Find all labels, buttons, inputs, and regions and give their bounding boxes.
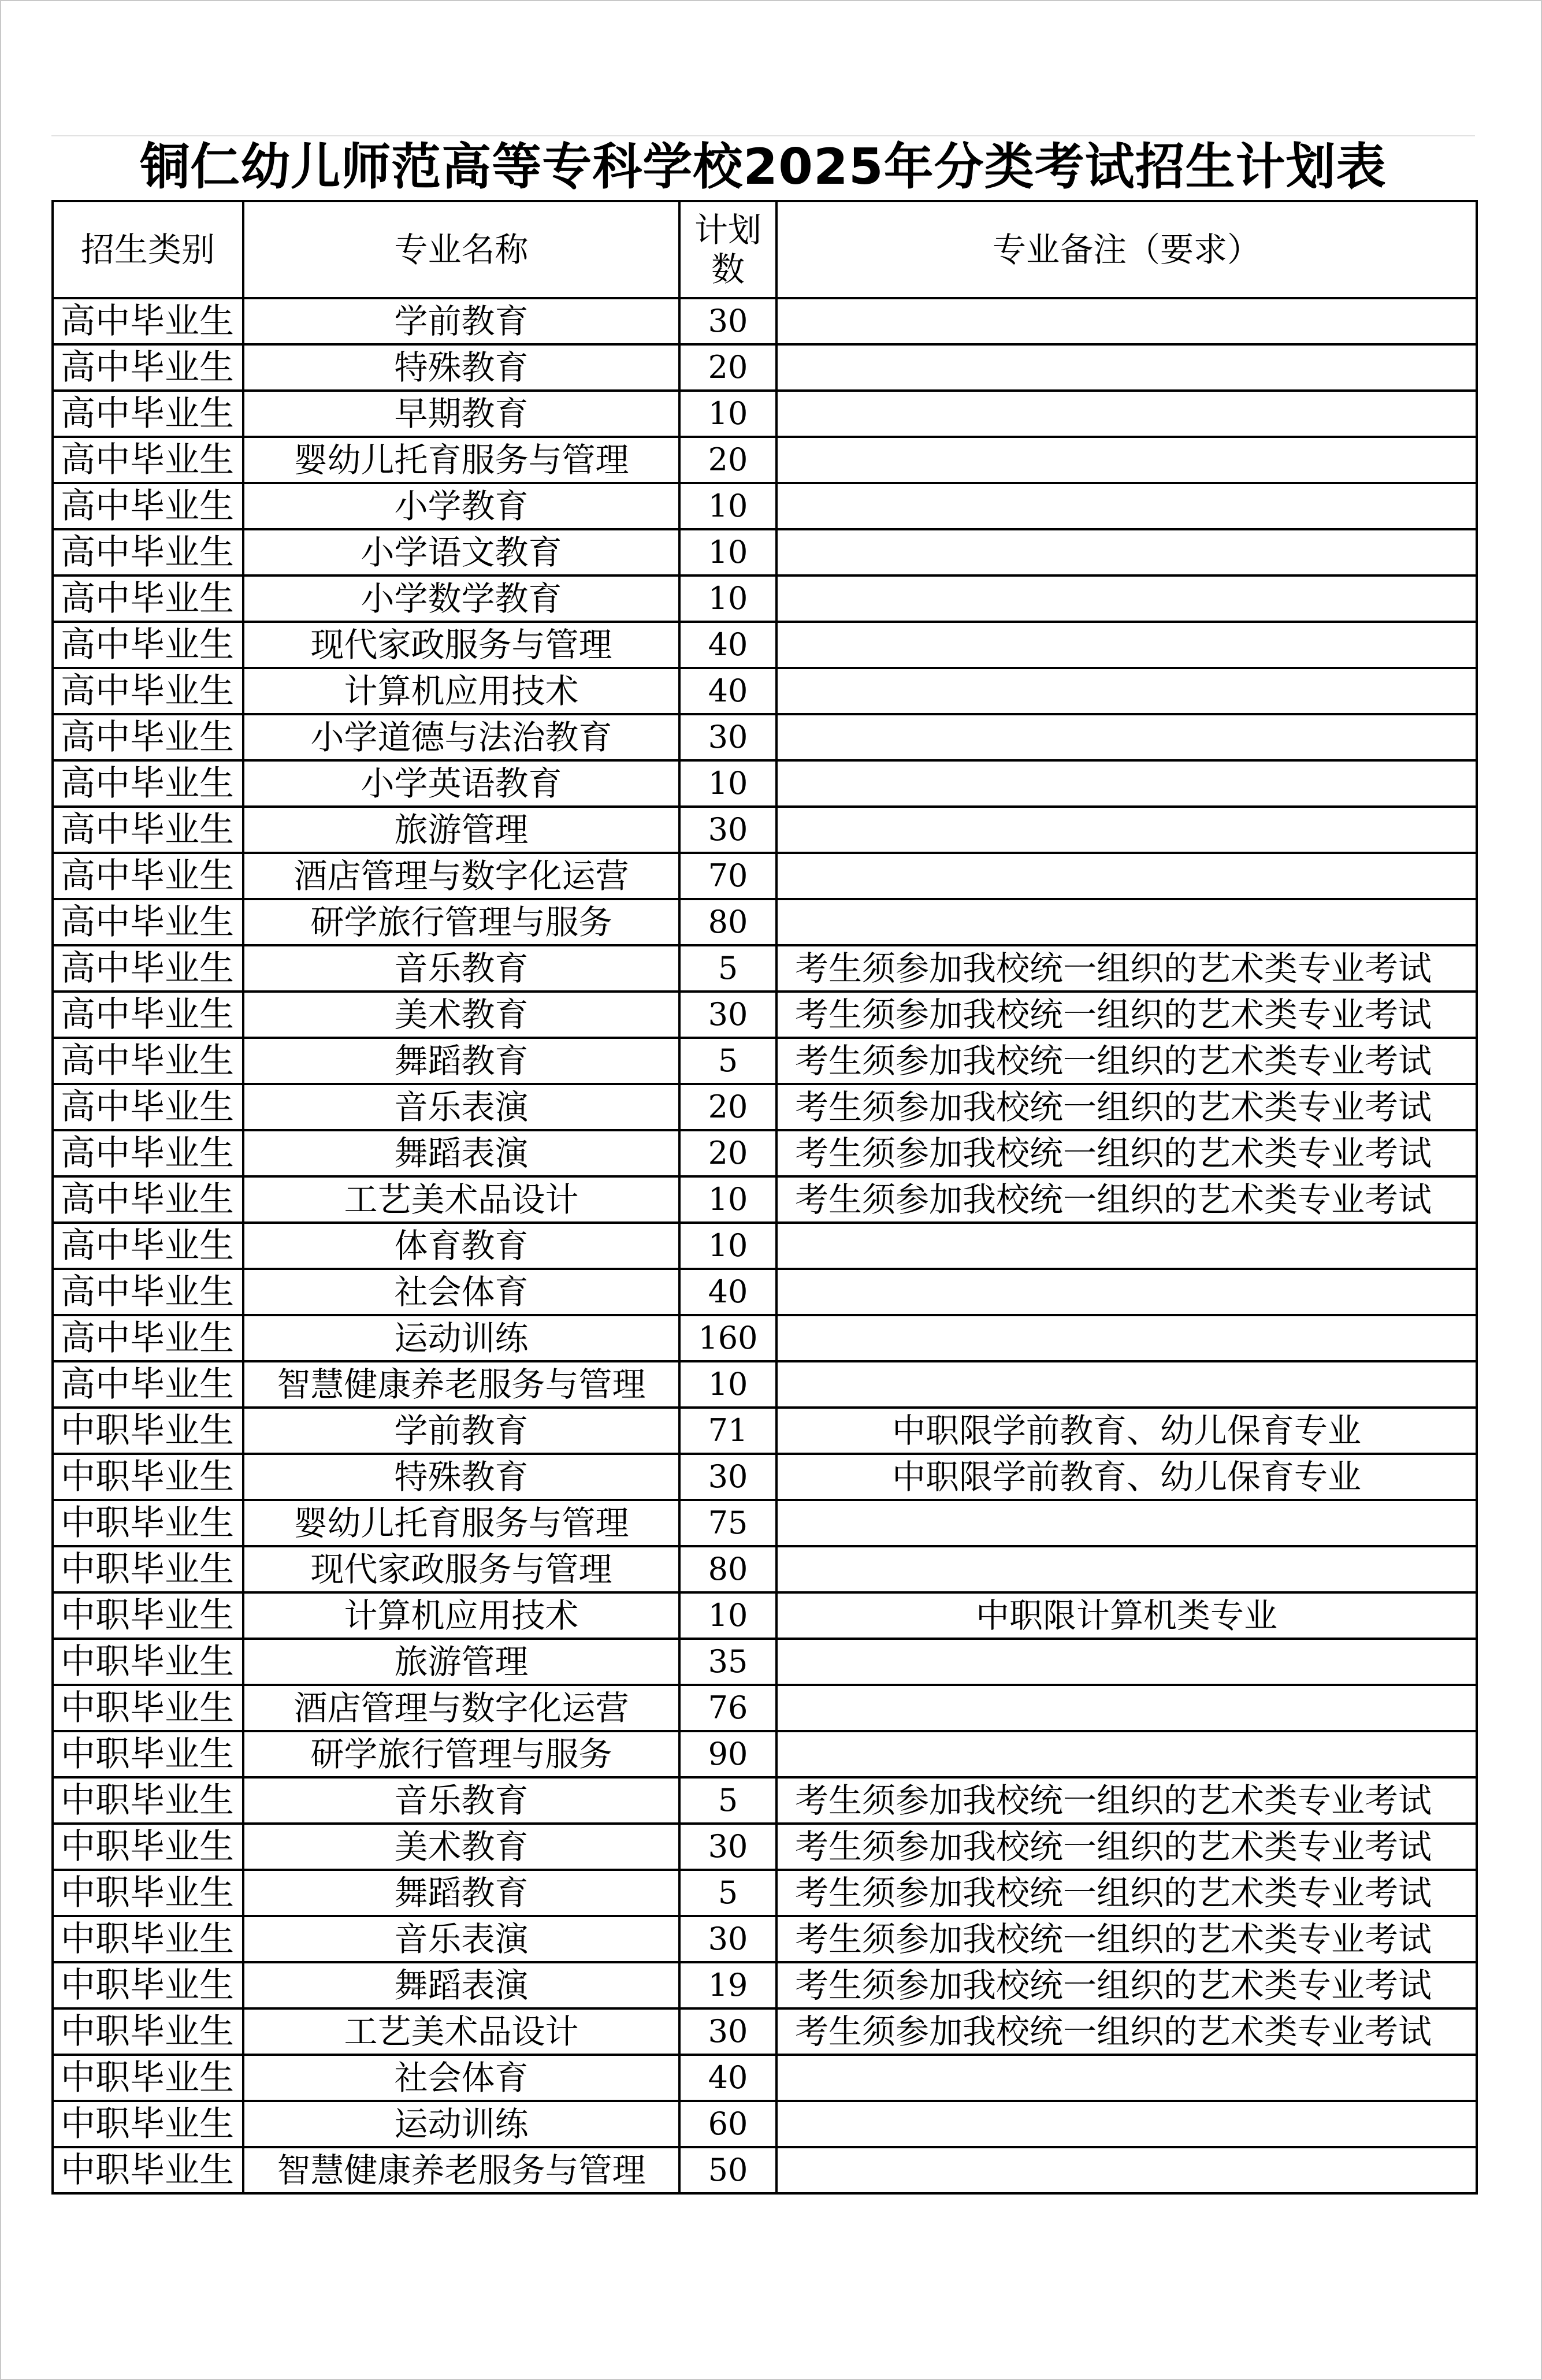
row-major-cell: 音乐教育 bbox=[243, 945, 679, 992]
row-plan-cell: 70 bbox=[679, 853, 776, 899]
row-note-cell bbox=[776, 1500, 1477, 1546]
table-row bbox=[53, 1223, 1477, 1269]
row-plan-cell: 10 bbox=[679, 529, 776, 575]
row-note-cell bbox=[776, 2055, 1477, 2101]
row-category-cell: 中职毕业生 bbox=[53, 1454, 243, 1500]
row-category-cell: 高中毕业生 bbox=[53, 1223, 243, 1269]
table-row bbox=[53, 575, 1477, 622]
row-note-cell: 考生须参加我校统一组织的艺术类专业考试 bbox=[776, 1777, 1477, 1824]
row-note-cell bbox=[776, 1269, 1477, 1315]
row-category-cell: 高中毕业生 bbox=[53, 575, 243, 622]
row-category-cell: 高中毕业生 bbox=[53, 992, 243, 1038]
row-major-cell: 特殊教育 bbox=[243, 344, 679, 391]
row-major-cell: 工艺美术品设计 bbox=[243, 1176, 679, 1223]
row-note-cell bbox=[776, 899, 1477, 945]
row-plan-cell: 10 bbox=[679, 391, 776, 437]
row-note-cell bbox=[776, 575, 1477, 622]
row-category-cell: 高中毕业生 bbox=[53, 622, 243, 668]
row-note-cell bbox=[776, 298, 1477, 344]
row-major-cell: 早期教育 bbox=[243, 391, 679, 437]
table-row bbox=[53, 2101, 1477, 2147]
row-category-cell: 高中毕业生 bbox=[53, 298, 243, 344]
table-row bbox=[53, 1592, 1477, 1639]
row-note-cell bbox=[776, 2147, 1477, 2193]
row-plan-cell: 30 bbox=[679, 1824, 776, 1870]
row-plan-cell: 90 bbox=[679, 1731, 776, 1777]
row-plan-cell: 5 bbox=[679, 1870, 776, 1916]
row-category-cell: 中职毕业生 bbox=[53, 1962, 243, 2008]
row-category-cell: 中职毕业生 bbox=[53, 2008, 243, 2055]
table-row bbox=[53, 1084, 1477, 1130]
row-plan-cell: 30 bbox=[679, 2008, 776, 2055]
row-major-cell: 音乐表演 bbox=[243, 1084, 679, 1130]
table-row bbox=[53, 899, 1477, 945]
table-row bbox=[53, 344, 1477, 391]
row-note-cell: 考生须参加我校统一组织的艺术类专业考试 bbox=[776, 1084, 1477, 1130]
row-major-cell: 研学旅行管理与服务 bbox=[243, 899, 679, 945]
row-plan-cell: 76 bbox=[679, 1685, 776, 1731]
row-major-cell: 酒店管理与数字化运营 bbox=[243, 1685, 679, 1731]
row-category-cell: 中职毕业生 bbox=[53, 1870, 243, 1916]
row-plan-cell: 20 bbox=[679, 1130, 776, 1176]
row-note-cell bbox=[776, 1223, 1477, 1269]
row-category-cell: 高中毕业生 bbox=[53, 437, 243, 483]
row-major-cell: 运动训练 bbox=[243, 2101, 679, 2147]
table-row bbox=[53, 1870, 1477, 1916]
row-major-cell: 小学教育 bbox=[243, 483, 679, 529]
row-note-cell bbox=[776, 714, 1477, 760]
row-plan-cell: 20 bbox=[679, 1084, 776, 1130]
row-category-cell: 中职毕业生 bbox=[53, 1546, 243, 1592]
table-row bbox=[53, 668, 1477, 714]
row-category-cell: 高中毕业生 bbox=[53, 807, 243, 853]
table-row bbox=[53, 391, 1477, 437]
row-note-cell bbox=[776, 1639, 1477, 1685]
row-category-cell: 高中毕业生 bbox=[53, 1315, 243, 1361]
table-row bbox=[53, 992, 1477, 1038]
row-major-cell: 现代家政服务与管理 bbox=[243, 622, 679, 668]
row-note-cell: 中职限计算机类专业 bbox=[776, 1592, 1477, 1639]
row-note-cell bbox=[776, 529, 1477, 575]
row-note-cell: 考生须参加我校统一组织的艺术类专业考试 bbox=[776, 1038, 1477, 1084]
row-category-cell: 中职毕业生 bbox=[53, 1916, 243, 1962]
row-note-cell bbox=[776, 807, 1477, 853]
row-category-cell: 中职毕业生 bbox=[53, 1685, 243, 1731]
row-plan-cell: 30 bbox=[679, 714, 776, 760]
row-category-cell: 中职毕业生 bbox=[53, 1500, 243, 1546]
row-major-cell: 计算机应用技术 bbox=[243, 1592, 679, 1639]
row-plan-cell: 10 bbox=[679, 1176, 776, 1223]
row-note-cell: 考生须参加我校统一组织的艺术类专业考试 bbox=[776, 1824, 1477, 1870]
row-plan-cell: 10 bbox=[679, 1592, 776, 1639]
table-row bbox=[53, 2008, 1477, 2055]
row-plan-cell: 10 bbox=[679, 760, 776, 807]
table-row bbox=[53, 437, 1477, 483]
table-row bbox=[53, 1130, 1477, 1176]
row-category-cell: 中职毕业生 bbox=[53, 2147, 243, 2193]
row-major-cell: 音乐表演 bbox=[243, 1916, 679, 1962]
row-category-cell: 高中毕业生 bbox=[53, 714, 243, 760]
row-major-cell: 舞蹈教育 bbox=[243, 1038, 679, 1084]
row-note-cell bbox=[776, 391, 1477, 437]
row-major-cell: 研学旅行管理与服务 bbox=[243, 1731, 679, 1777]
row-category-cell: 中职毕业生 bbox=[53, 1592, 243, 1639]
row-category-cell: 高中毕业生 bbox=[53, 1176, 243, 1223]
table-row bbox=[53, 1454, 1477, 1500]
header-plan bbox=[679, 201, 776, 298]
table-row bbox=[53, 2147, 1477, 2193]
row-plan-cell: 40 bbox=[679, 668, 776, 714]
table-row bbox=[53, 1500, 1477, 1546]
row-major-cell: 运动训练 bbox=[243, 1315, 679, 1361]
row-plan-cell: 20 bbox=[679, 437, 776, 483]
table-row bbox=[53, 853, 1477, 899]
row-category-cell: 高中毕业生 bbox=[53, 853, 243, 899]
row-category-cell: 高中毕业生 bbox=[53, 668, 243, 714]
row-major-cell: 美术教育 bbox=[243, 992, 679, 1038]
table-row bbox=[53, 1731, 1477, 1777]
table-row bbox=[53, 1269, 1477, 1315]
row-major-cell: 婴幼儿托育服务与管理 bbox=[243, 437, 679, 483]
page-title: 铜仁幼儿师范高等专科学校2025年分类考试招生计划表 bbox=[140, 138, 1387, 196]
row-plan-cell: 30 bbox=[679, 298, 776, 344]
row-category-cell: 高中毕业生 bbox=[53, 1084, 243, 1130]
table-row bbox=[53, 760, 1477, 807]
enrollment-plan-table bbox=[51, 200, 1478, 2195]
row-major-cell: 特殊教育 bbox=[243, 1454, 679, 1500]
row-note-cell bbox=[776, 1315, 1477, 1361]
row-category-cell: 高中毕业生 bbox=[53, 1269, 243, 1315]
table-row bbox=[53, 1315, 1477, 1361]
row-note-cell bbox=[776, 1546, 1477, 1592]
row-note-cell: 考生须参加我校统一组织的艺术类专业考试 bbox=[776, 1962, 1477, 2008]
row-major-cell: 婴幼儿托育服务与管理 bbox=[243, 1500, 679, 1546]
row-major-cell: 小学数学教育 bbox=[243, 575, 679, 622]
row-plan-cell: 30 bbox=[679, 807, 776, 853]
row-category-cell: 中职毕业生 bbox=[53, 1731, 243, 1777]
table-row bbox=[53, 714, 1477, 760]
row-major-cell: 社会体育 bbox=[243, 2055, 679, 2101]
row-category-cell: 高中毕业生 bbox=[53, 899, 243, 945]
table-header-row bbox=[53, 201, 1477, 298]
row-plan-cell: 80 bbox=[679, 899, 776, 945]
row-category-cell: 高中毕业生 bbox=[53, 1038, 243, 1084]
row-plan-cell: 5 bbox=[679, 1038, 776, 1084]
row-note-cell: 中职限学前教育、幼儿保育专业 bbox=[776, 1454, 1477, 1500]
row-major-cell: 现代家政服务与管理 bbox=[243, 1546, 679, 1592]
row-major-cell: 体育教育 bbox=[243, 1223, 679, 1269]
row-category-cell: 高中毕业生 bbox=[53, 391, 243, 437]
header-plan-line1: 计划 bbox=[694, 210, 761, 250]
row-note-cell bbox=[776, 760, 1477, 807]
row-major-cell: 旅游管理 bbox=[243, 1639, 679, 1685]
row-note-cell bbox=[776, 344, 1477, 391]
row-major-cell: 智慧健康养老服务与管理 bbox=[243, 2147, 679, 2193]
row-category-cell: 中职毕业生 bbox=[53, 2101, 243, 2147]
row-note-cell: 考生须参加我校统一组织的艺术类专业考试 bbox=[776, 1176, 1477, 1223]
row-plan-cell: 30 bbox=[679, 1916, 776, 1962]
row-major-cell: 小学英语教育 bbox=[243, 760, 679, 807]
row-category-cell: 高中毕业生 bbox=[53, 1361, 243, 1408]
row-note-cell: 考生须参加我校统一组织的艺术类专业考试 bbox=[776, 945, 1477, 992]
row-plan-cell: 10 bbox=[679, 1361, 776, 1408]
row-note-cell bbox=[776, 668, 1477, 714]
row-category-cell: 高中毕业生 bbox=[53, 344, 243, 391]
row-plan-cell: 10 bbox=[679, 1223, 776, 1269]
row-major-cell: 美术教育 bbox=[243, 1824, 679, 1870]
row-major-cell: 计算机应用技术 bbox=[243, 668, 679, 714]
table-row bbox=[53, 1038, 1477, 1084]
row-plan-cell: 5 bbox=[679, 945, 776, 992]
row-plan-cell: 80 bbox=[679, 1546, 776, 1592]
row-category-cell: 高中毕业生 bbox=[53, 945, 243, 992]
table-row bbox=[53, 1685, 1477, 1731]
row-note-cell: 中职限学前教育、幼儿保育专业 bbox=[776, 1408, 1477, 1454]
table-row bbox=[53, 1361, 1477, 1408]
row-plan-cell: 75 bbox=[679, 1500, 776, 1546]
table-row bbox=[53, 1777, 1477, 1824]
row-note-cell bbox=[776, 483, 1477, 529]
row-plan-cell: 5 bbox=[679, 1777, 776, 1824]
row-note-cell: 考生须参加我校统一组织的艺术类专业考试 bbox=[776, 2008, 1477, 2055]
header-category: 招生类别 bbox=[53, 201, 243, 298]
row-category-cell: 高中毕业生 bbox=[53, 1130, 243, 1176]
row-plan-cell: 30 bbox=[679, 1454, 776, 1500]
table-row bbox=[53, 1824, 1477, 1870]
row-major-cell: 学前教育 bbox=[243, 1408, 679, 1454]
table-body bbox=[53, 298, 1477, 2193]
row-note-cell bbox=[776, 437, 1477, 483]
row-category-cell: 高中毕业生 bbox=[53, 529, 243, 575]
row-major-cell: 舞蹈表演 bbox=[243, 1962, 679, 2008]
table-row bbox=[53, 1176, 1477, 1223]
table-row bbox=[53, 529, 1477, 575]
row-plan-cell: 40 bbox=[679, 2055, 776, 2101]
table-row bbox=[53, 2055, 1477, 2101]
row-major-cell: 学前教育 bbox=[243, 298, 679, 344]
row-plan-cell: 30 bbox=[679, 992, 776, 1038]
row-major-cell: 智慧健康养老服务与管理 bbox=[243, 1361, 679, 1408]
table-row bbox=[53, 1546, 1477, 1592]
table-row bbox=[53, 1639, 1477, 1685]
row-major-cell: 社会体育 bbox=[243, 1269, 679, 1315]
row-plan-cell: 50 bbox=[679, 2147, 776, 2193]
table-row bbox=[53, 1962, 1477, 2008]
row-note-cell bbox=[776, 1731, 1477, 1777]
row-plan-cell: 10 bbox=[679, 575, 776, 622]
row-major-cell: 小学语文教育 bbox=[243, 529, 679, 575]
row-category-cell: 高中毕业生 bbox=[53, 760, 243, 807]
row-major-cell: 工艺美术品设计 bbox=[243, 2008, 679, 2055]
row-plan-cell: 19 bbox=[679, 1962, 776, 2008]
row-plan-cell: 10 bbox=[679, 483, 776, 529]
row-major-cell: 音乐教育 bbox=[243, 1777, 679, 1824]
row-category-cell: 高中毕业生 bbox=[53, 483, 243, 529]
row-category-cell: 中职毕业生 bbox=[53, 1408, 243, 1454]
row-plan-cell: 71 bbox=[679, 1408, 776, 1454]
table-row bbox=[53, 1916, 1477, 1962]
row-plan-cell: 160 bbox=[679, 1315, 776, 1361]
table-row bbox=[53, 483, 1477, 529]
row-plan-cell: 40 bbox=[679, 1269, 776, 1315]
row-category-cell: 中职毕业生 bbox=[53, 1639, 243, 1685]
row-major-cell: 酒店管理与数字化运营 bbox=[243, 853, 679, 899]
table-row bbox=[53, 807, 1477, 853]
table-row bbox=[53, 945, 1477, 992]
row-note-cell: 考生须参加我校统一组织的艺术类专业考试 bbox=[776, 1130, 1477, 1176]
row-plan-cell: 40 bbox=[679, 622, 776, 668]
row-major-cell: 小学道德与法治教育 bbox=[243, 714, 679, 760]
row-note-cell bbox=[776, 622, 1477, 668]
row-note-cell: 考生须参加我校统一组织的艺术类专业考试 bbox=[776, 992, 1477, 1038]
header-major: 专业名称 bbox=[243, 201, 679, 298]
row-note-cell: 考生须参加我校统一组织的艺术类专业考试 bbox=[776, 1916, 1477, 1962]
row-plan-cell: 60 bbox=[679, 2101, 776, 2147]
header-note: 专业备注（要求） bbox=[776, 201, 1477, 298]
table-row bbox=[53, 1408, 1477, 1454]
table-row bbox=[53, 622, 1477, 668]
row-note-cell bbox=[776, 1361, 1477, 1408]
row-note-cell bbox=[776, 853, 1477, 899]
row-plan-cell: 35 bbox=[679, 1639, 776, 1685]
row-note-cell bbox=[776, 2101, 1477, 2147]
row-category-cell: 中职毕业生 bbox=[53, 1777, 243, 1824]
row-note-cell bbox=[776, 1685, 1477, 1731]
row-major-cell: 旅游管理 bbox=[243, 807, 679, 853]
row-note-cell: 考生须参加我校统一组织的艺术类专业考试 bbox=[776, 1870, 1477, 1916]
row-category-cell: 中职毕业生 bbox=[53, 1824, 243, 1870]
header-plan-line2: 数 bbox=[711, 250, 745, 289]
row-plan-cell: 20 bbox=[679, 344, 776, 391]
row-category-cell: 中职毕业生 bbox=[53, 2055, 243, 2101]
table-row bbox=[53, 298, 1477, 344]
row-major-cell: 舞蹈教育 bbox=[243, 1870, 679, 1916]
row-major-cell: 舞蹈表演 bbox=[243, 1130, 679, 1176]
